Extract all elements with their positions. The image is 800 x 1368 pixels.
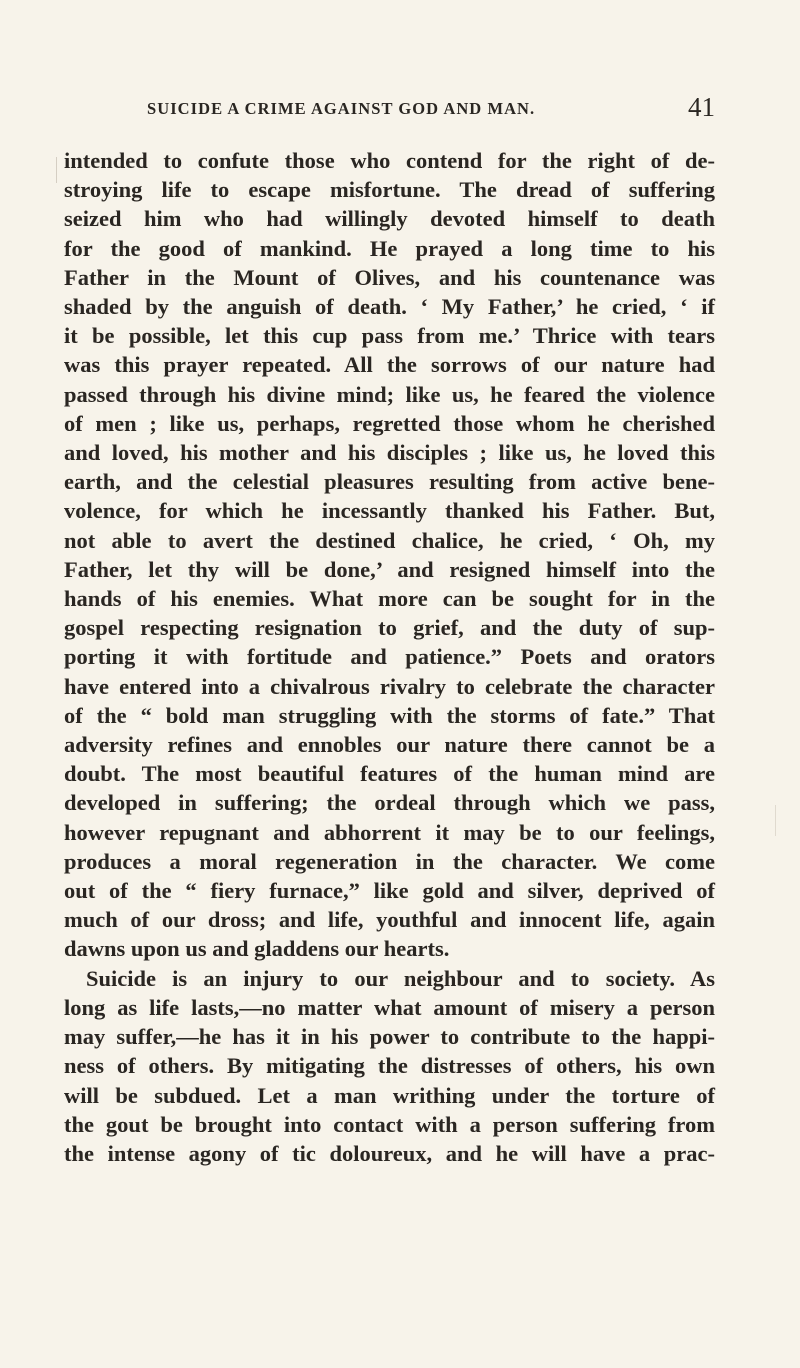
text-line: long as life lasts,—no matter what amount of misery a person (64, 994, 715, 1020)
text-line: passed through his divine mind; like us, he feared the violence (64, 381, 715, 407)
text-line: gospel respecting resignation to grief, and the duty of sup- (64, 615, 715, 641)
text-line: porting it with fortitude and patience.” Poets and orators (64, 644, 715, 670)
running-title: SUICIDE A CRIME AGAINST GOD AND MAN. (147, 99, 536, 118)
text-line: dawns upon us and gladdens our hearts. (64, 936, 450, 962)
text-line: for the good of mankind. He prayed a long time to his (64, 235, 715, 261)
text-line: Father in the Mount of Olives, and his countenance was (64, 264, 715, 290)
text-line: much of our dross; and life, youthful and innocent life, again (64, 907, 715, 933)
text-line: the intense agony of tic doloureux, and he will have a prac- (64, 1140, 715, 1166)
text-line: may suffer,—he has it in his power to contribute to the happi- (64, 1024, 715, 1050)
text-line: doubt. The most beautiful features of the human mind are (64, 761, 715, 787)
text-line: it be possible, let this cup pass from me.’ Thrice with tears (64, 323, 715, 349)
text-line: earth, and the celestial pleasures resulting from active bene- (64, 469, 715, 495)
text-line: stroying life to escape misfortune. The dread of suffering (64, 177, 715, 203)
text-line: the gout be brought into contact with a person suffering from (64, 1111, 715, 1137)
text-line: Suicide is an injury to our neighbour and to society. As (86, 965, 715, 991)
book-page (64, 92, 715, 1168)
text-line: produces a moral regeneration in the character. We come (64, 848, 715, 874)
margin-mark (56, 157, 57, 183)
body-text (64, 146, 715, 1168)
text-line: hands of his enemies. What more can be sought for in the (64, 586, 715, 612)
text-line: seized him who had willingly devoted himself to death (64, 206, 715, 232)
text-line: have entered into a chivalrous rivalry to celebrate the character (64, 673, 715, 699)
text-line: will be subdued. Let a man writhing under the torture of (64, 1082, 715, 1108)
text-line: was this prayer repeated. All the sorrows of our nature had (64, 352, 715, 378)
text-line: and loved, his mother and his disciples ; like us, he loved this (64, 440, 715, 466)
text-line: volence, for which he incessantly thanked his Father. But, (64, 498, 715, 524)
text-line: shaded by the anguish of death. ‘ My Father,’ he cried, ‘ if (64, 294, 715, 320)
text-line: developed in suffering; the ordeal through which we pass, (64, 790, 715, 816)
text-line: ness of others. By mitigating the distresses of others, his own (64, 1053, 715, 1079)
text-line: adversity refines and ennobles our nature there cannot be a (64, 732, 715, 758)
text-line: Father, let thy will be done,’ and resigned himself into the (64, 556, 715, 582)
margin-mark (775, 805, 776, 836)
running-head (64, 92, 715, 122)
text-line: however repugnant and abhorrent it may be to our feelings, (64, 819, 715, 845)
text-line: not able to avert the destined chalice, he cried, ‘ Oh, my (64, 527, 715, 553)
text-line: of the “ bold man struggling with the storms of fate.” That (64, 702, 715, 728)
page-number: 41 (688, 92, 715, 122)
text-line: out of the “ fiery furnace,” like gold and silver, deprived of (64, 878, 715, 904)
text-line: of men ; like us, perhaps, regretted those whom he cherished (64, 410, 715, 436)
text-line: intended to confute those who contend for the right of de- (64, 148, 715, 173)
